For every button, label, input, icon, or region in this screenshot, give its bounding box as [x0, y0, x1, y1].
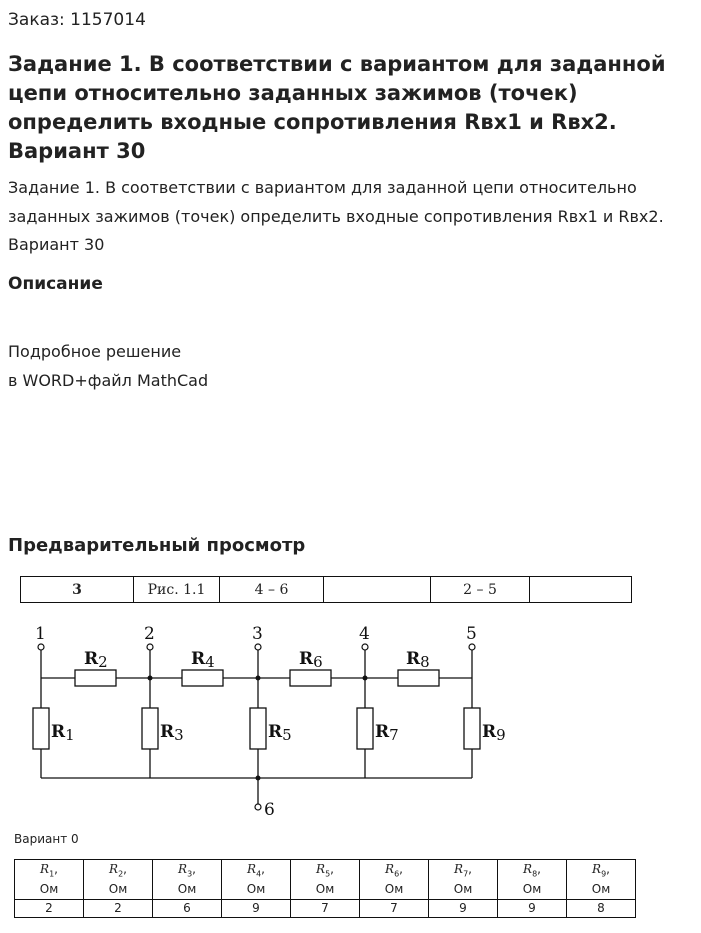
variant-number-cell: 3: [21, 577, 134, 603]
table-header-cell: $R_6$, Ом: [360, 860, 429, 900]
table-value-cell: 7: [291, 900, 360, 918]
description-line: Подробное решение: [8, 342, 182, 361]
resistor-label-r1: R1: [51, 722, 75, 744]
resistor-r6: [290, 670, 331, 686]
resistor-r3: [142, 708, 158, 749]
table-value-cell: 8: [567, 900, 636, 918]
terminal-5: [469, 644, 475, 650]
table-header-cell: $R_3$, Ом: [153, 860, 222, 900]
table-header-cell: $R_7$, Ом: [429, 860, 498, 900]
table-value-cell: 2: [84, 900, 153, 918]
table-value-cell: 7: [360, 900, 429, 918]
node-label: 4: [359, 624, 370, 644]
resistor-r2: [75, 670, 116, 686]
terminal-3: [255, 644, 261, 650]
figure-cell: Рис. 1.1: [134, 577, 220, 603]
order-number: Заказ: 1157014: [8, 10, 146, 30]
description-body: [8, 337, 208, 395]
terminal-6: [255, 804, 261, 810]
resistor-label-r4: R4: [191, 649, 215, 671]
table-header-cell: $R_8$, Ом: [498, 860, 567, 900]
table-header-cell: $R_1$, Ом: [15, 860, 84, 900]
variant-label: Вариант 0: [14, 832, 79, 846]
resistor-r8: [398, 670, 439, 686]
table-row: [15, 900, 636, 918]
task-description: Задание 1. В соответствии с вариантом для заданной цепи относительно заданных зажимов (точек) определить входные сопротивления Rвх1 и Rвх2. Вариант 30: [8, 178, 664, 254]
node-label: 1: [35, 624, 46, 644]
node-label: 3: [252, 624, 263, 644]
description-line: в WORD+файл MathCad: [8, 371, 209, 390]
resistance-table: [14, 859, 636, 918]
table-value-cell: 6: [153, 900, 222, 918]
table-header-cell: $R_2$, Ом: [84, 860, 153, 900]
table-value-cell: 9: [429, 900, 498, 918]
table-header-cell: $R_9$, Ом: [567, 860, 636, 900]
resistor-r9: [464, 708, 480, 749]
table-header-cell: $R_4$, Ом: [222, 860, 291, 900]
resistor-label-r6: R6: [299, 649, 323, 671]
page-title: Задание 1. В соответствии с вариантом для заданной цепи относительно заданных зажимов (точек) определить входные сопротивления Rвх1 и Rвх2. Вариант 30: [8, 52, 666, 163]
preview-heading: Предварительный просмотр: [8, 535, 306, 556]
description-heading: Описание: [8, 274, 103, 294]
resistor-label-r8: R8: [406, 649, 430, 671]
terminals-2-cell: 2 – 5: [431, 577, 530, 603]
terminals-1-cell: 4 – 6: [220, 577, 324, 603]
resistor-label-r5: R5: [268, 722, 292, 744]
table-header-cell: $R_5$, Ом: [291, 860, 360, 900]
terminal-1: [38, 644, 44, 650]
resistor-r5: [250, 708, 266, 749]
resistor-label-r7: R7: [375, 722, 399, 744]
node-label: 5: [466, 624, 477, 644]
terminal-2: [147, 644, 153, 650]
resistor-r1: [33, 708, 49, 749]
node-label: 6: [264, 800, 275, 820]
table-value-cell: 9: [222, 900, 291, 918]
table-value-cell: 9: [498, 900, 567, 918]
resistor-r7: [357, 708, 373, 749]
resistor-label-r2: R2: [84, 649, 108, 671]
resistor-label-r3: R3: [160, 722, 184, 744]
resistor-label-r9: R9: [482, 722, 506, 744]
terminal-4: [362, 644, 368, 650]
resistor-r4: [182, 670, 223, 686]
table-value-cell: 2: [15, 900, 84, 918]
table-row: [15, 860, 636, 900]
node-label: 2: [144, 624, 155, 644]
